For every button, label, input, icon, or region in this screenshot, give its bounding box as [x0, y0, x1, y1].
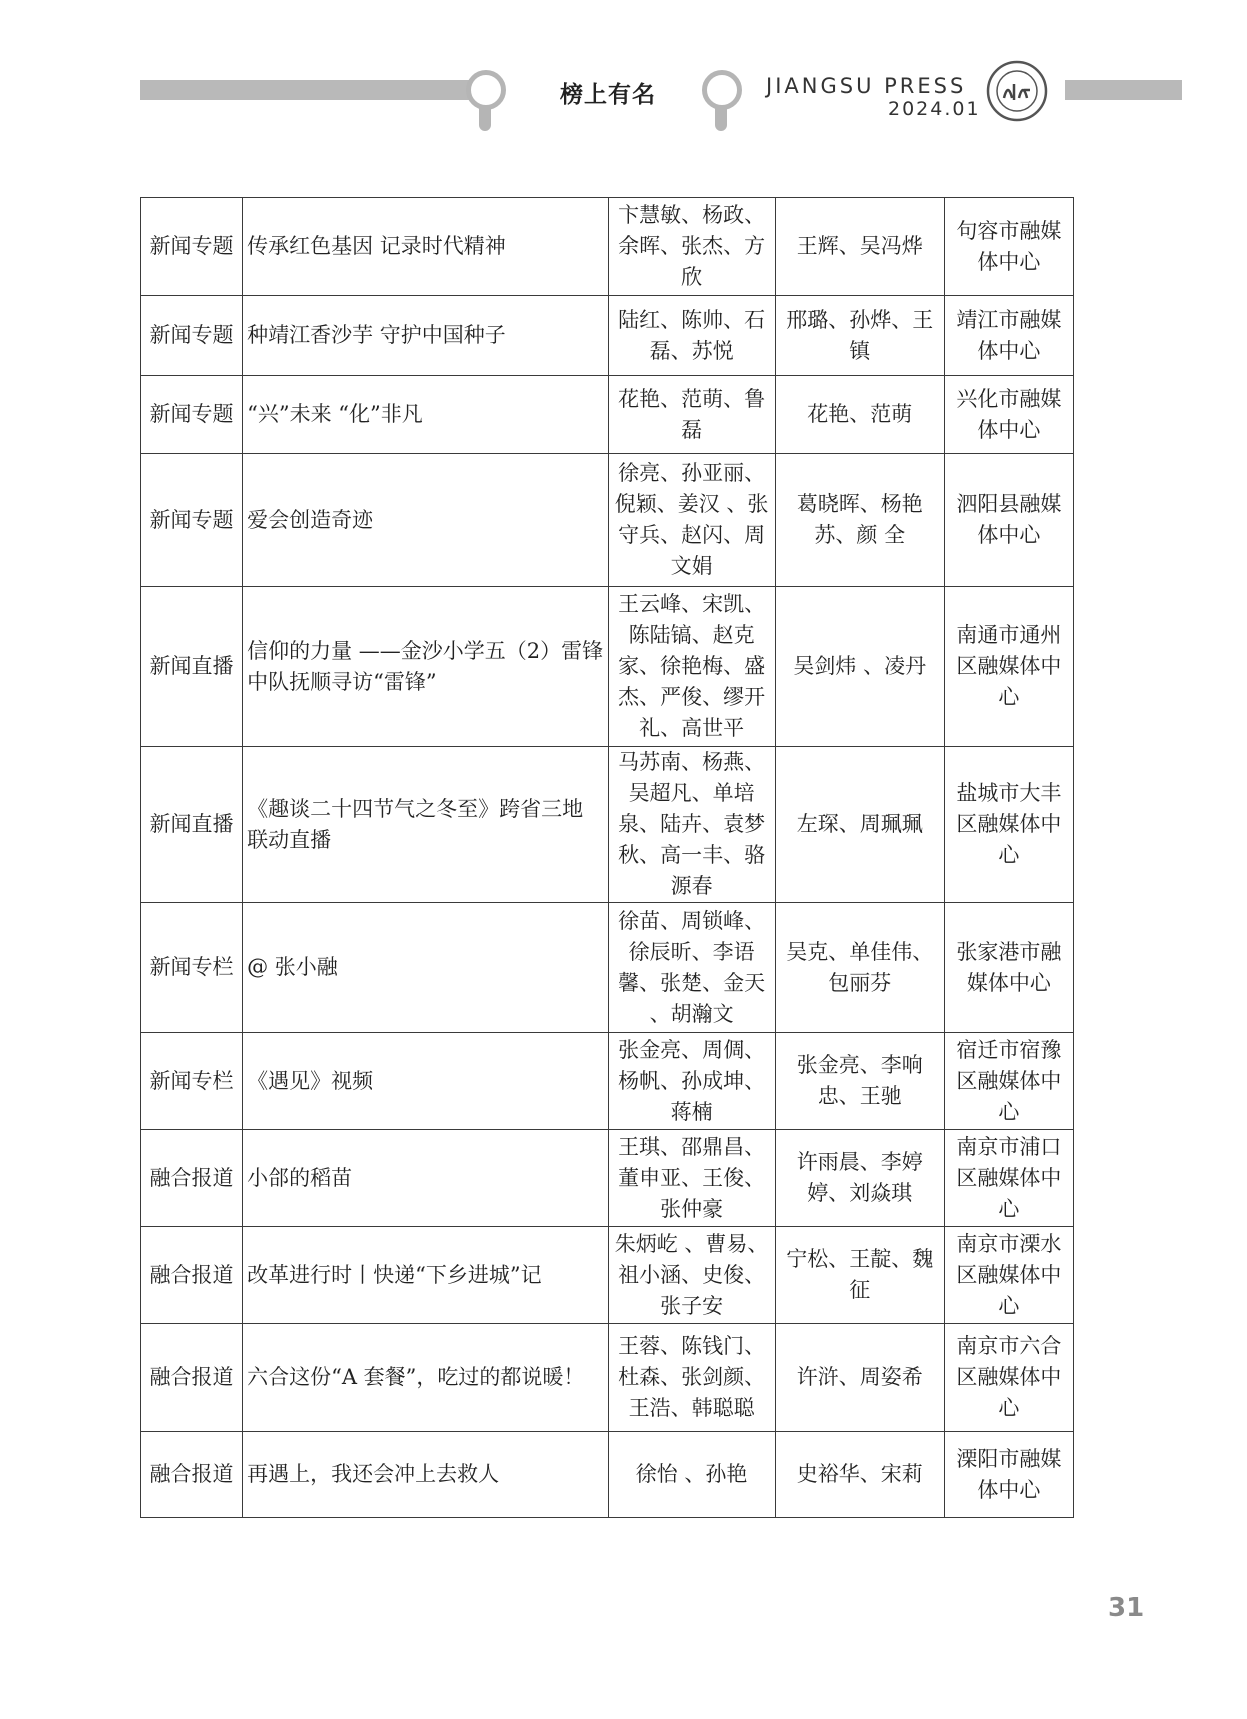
authors-cell: 朱炳屹 、曹易、祖小涵、史俊、张子安	[608, 1227, 775, 1324]
authors-cell: 王云峰、宋凯、陈陆镐、赵克家、徐艳梅、盛杰、严俊、缪开礼、高世平	[608, 587, 775, 747]
unit-cell: 南京市溧水区融媒体中心	[944, 1227, 1073, 1324]
unit-cell: 盐城市大丰区融媒体中心	[944, 747, 1073, 903]
category-cell: 新闻专题	[141, 198, 243, 296]
title-cell: 再遇上，我还会冲上去救人	[243, 1432, 608, 1518]
editors-cell: 许雨晨、李婷婷、刘焱琪	[775, 1130, 944, 1227]
table-row	[141, 1033, 1074, 1130]
header-bar-right	[1065, 80, 1182, 100]
category-cell: 融合报道	[141, 1130, 243, 1227]
table-row	[141, 903, 1074, 1033]
category-cell: 融合报道	[141, 1324, 243, 1432]
category-cell: 新闻专题	[141, 376, 243, 454]
title-cell: 信仰的力量 ——金沙小学五（2）雷锋中队抚顺寻访“雷锋”	[243, 587, 608, 747]
editors-cell: 葛晓晖、杨艳苏、颜 全	[775, 454, 944, 587]
editors-cell: 吴克、单佳伟、包丽芬	[775, 903, 944, 1033]
title-cell: @ 张小融	[243, 903, 608, 1033]
title-cell: 《趣谈二十四节气之冬至》跨省三地联动直播	[243, 747, 608, 903]
page-header	[0, 0, 1247, 130]
category-cell: 新闻专栏	[141, 903, 243, 1033]
unit-cell: 张家港市融媒体中心	[944, 903, 1073, 1033]
editors-cell: 史裕华、宋莉	[775, 1432, 944, 1518]
category-cell: 新闻专栏	[141, 1033, 243, 1130]
title-cell: “兴”未来 “化”非凡	[243, 376, 608, 454]
pin-icon	[702, 70, 742, 110]
table-row	[141, 1130, 1074, 1227]
table-row	[141, 1227, 1074, 1324]
unit-cell: 南京市浦口区融媒体中心	[944, 1130, 1073, 1227]
press-name: JIANGSU PRESS	[766, 74, 967, 98]
category-cell: 融合报道	[141, 1227, 243, 1324]
editors-cell: 邢璐、孙烨、王镇	[775, 296, 944, 376]
table-row	[141, 296, 1074, 376]
table-row	[141, 198, 1074, 296]
editors-cell: 许浒、周姿希	[775, 1324, 944, 1432]
authors-cell: 卞慧敏、杨政、余晖、张杰、方欣	[608, 198, 775, 296]
table-row	[141, 1324, 1074, 1432]
authors-cell: 徐怡 、孙艳	[608, 1432, 775, 1518]
authors-cell: 陆红、陈帅、石磊、苏悦	[608, 296, 775, 376]
authors-cell: 徐苗、周锁峰、徐辰昕、李语馨、张楚、金天 、胡瀚文	[608, 903, 775, 1033]
authors-cell: 马苏南、杨燕、吴超凡、单培泉、陆卉、袁梦秋、高一丰、骆源春	[608, 747, 775, 903]
editors-cell: 宁松、王靛、魏征	[775, 1227, 944, 1324]
authors-cell: 徐亮、孙亚丽、倪颖、姜汉 、张守兵、赵闪、周文娟	[608, 454, 775, 587]
unit-cell: 句容市融媒体中心	[944, 198, 1073, 296]
unit-cell: 南京市六合区融媒体中心	[944, 1324, 1073, 1432]
unit-cell: 兴化市融媒体中心	[944, 376, 1073, 454]
header-bar-left	[140, 80, 488, 100]
editors-cell: 左琛、周珮珮	[775, 747, 944, 903]
unit-cell: 溧阳市融媒体中心	[944, 1432, 1073, 1518]
table-row	[141, 587, 1074, 747]
category-cell: 新闻直播	[141, 587, 243, 747]
section-title: 榜上有名	[560, 82, 656, 108]
awards-table	[140, 197, 1074, 1518]
unit-cell: 靖江市融媒体中心	[944, 296, 1073, 376]
category-cell: 新闻直播	[141, 747, 243, 903]
category-cell: 新闻专题	[141, 296, 243, 376]
category-cell: 新闻专题	[141, 454, 243, 587]
pin-icon	[466, 70, 506, 110]
page-number: 31	[1108, 1593, 1145, 1623]
issue-number: 2024.01	[888, 98, 981, 120]
unit-cell: 泗阳县融媒体中心	[944, 454, 1073, 587]
editors-cell: 吴剑炜 、凌丹	[775, 587, 944, 747]
editors-cell: 王辉、吴冯烨	[775, 198, 944, 296]
title-cell: 改革进行时丨快递“下乡进城”记	[243, 1227, 608, 1324]
unit-cell: 南通市通州区融媒体中心	[944, 587, 1073, 747]
title-cell: 六合这份“A 套餐”，吃过的都说暖！	[243, 1324, 608, 1432]
awards-table-body	[141, 198, 1074, 1518]
unit-cell: 宿迁市宿豫区融媒体中心	[944, 1033, 1073, 1130]
title-cell: 《遇见》视频	[243, 1033, 608, 1130]
press-seal-logo	[986, 60, 1048, 122]
authors-cell: 花艳、范萌、鲁磊	[608, 376, 775, 454]
category-cell: 融合报道	[141, 1432, 243, 1518]
table-row	[141, 1432, 1074, 1518]
editors-cell: 花艳、范萌	[775, 376, 944, 454]
table-row	[141, 376, 1074, 454]
table-row	[141, 747, 1074, 903]
title-cell: 种靖江香沙芋 守护中国种子	[243, 296, 608, 376]
authors-cell: 王蓉、陈钱门、杜森、张剑颜、王浩、韩聪聪	[608, 1324, 775, 1432]
authors-cell: 张金亮、周倜、杨帆、孙成坤、蒋楠	[608, 1033, 775, 1130]
authors-cell: 王琪、邵鼎昌、董申亚、王俊、张仲豪	[608, 1130, 775, 1227]
title-cell: 爱会创造奇迹	[243, 454, 608, 587]
editors-cell: 张金亮、李响忠、王驰	[775, 1033, 944, 1130]
table-row	[141, 454, 1074, 587]
title-cell: 小郃的稻苗	[243, 1130, 608, 1227]
title-cell: 传承红色基因 记录时代精神	[243, 198, 608, 296]
